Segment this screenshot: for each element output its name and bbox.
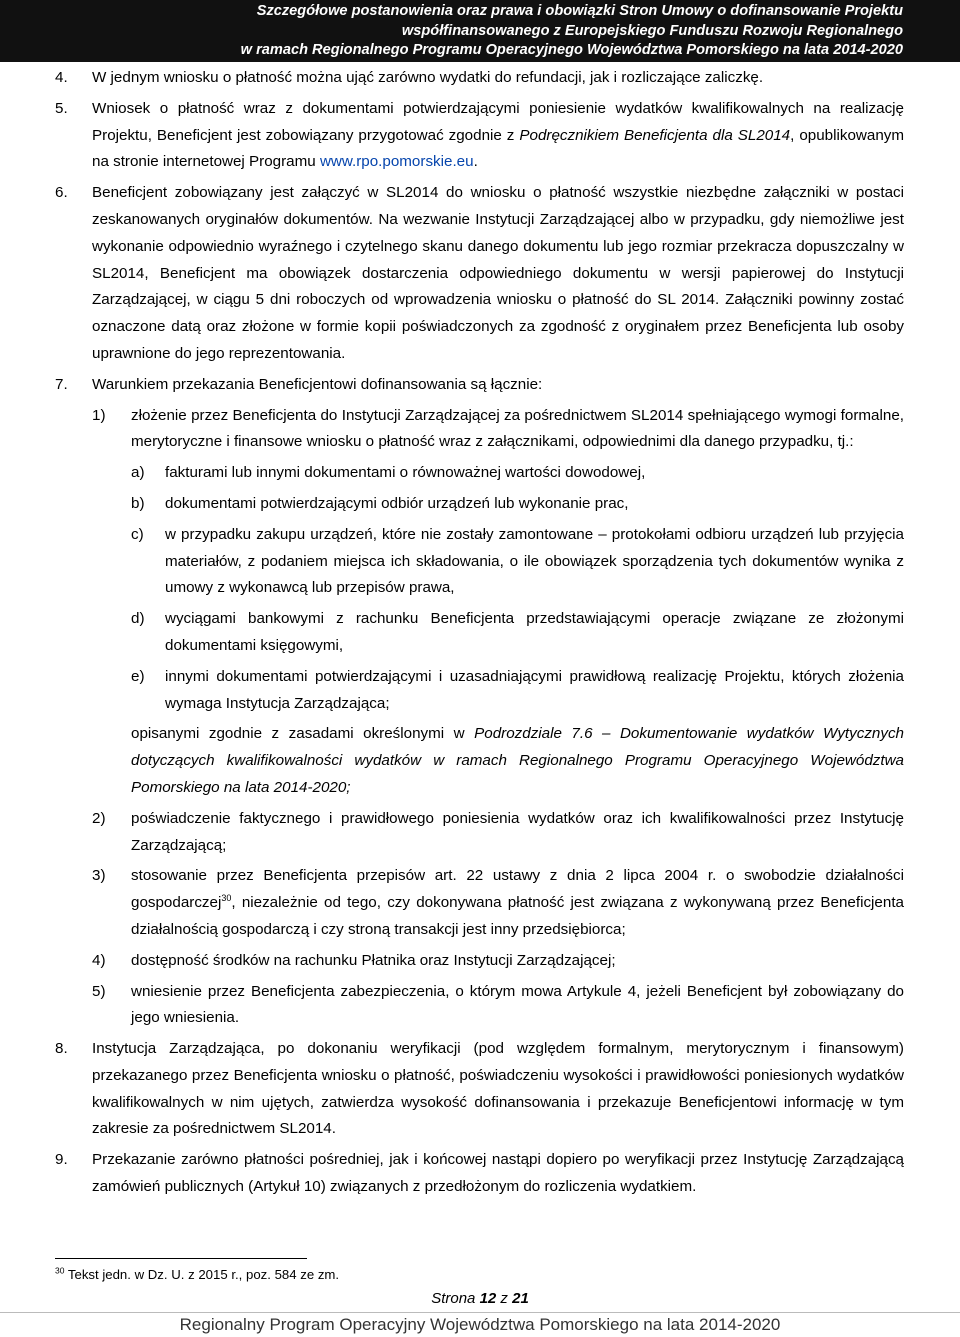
paragraph-number: 7.: [55, 375, 68, 393]
condition-1: [55, 403, 904, 457]
condition-text: dostępność środków na rachunku Płatnika oraz Instytucji Zarządzającej;: [131, 951, 616, 969]
condition-1-e: [55, 664, 904, 718]
letter-text: innymi dokumentami potwierdzającymi i uzasadniającymi prawidłową realizację Projektu, których złożenia wymaga Instytucja Zarządzająca;: [165, 667, 904, 712]
letter-marker: c): [131, 525, 144, 543]
letter-text: fakturami lub innymi dokumentami o równoważnej wartości dowodowej,: [165, 464, 646, 482]
document-body: [55, 65, 904, 1205]
condition-text-cont: , niezależnie od tego, czy dokonywana płatność jest związana z wykonywaną przez Beneficjenta działalnością gospodarczą i czy stroną transakcji jest inny przedsiębiorca;: [131, 894, 904, 938]
letter-text: w przypadku zakupu urządzeń, które nie zostały zamontowane – protokołami odbioru urządzeń lub przyjęcia materiałów, z podaniem miejsca ich składowania, o ile obowiązek sporządzenia tych dokumentów wynika z umowy z wykonawcą lub przepisów prawa,: [165, 525, 904, 597]
footnote: [55, 1266, 339, 1284]
footnote-number: 30: [55, 1265, 65, 1276]
paragraph-5: [55, 96, 904, 176]
paragraph-text: Przekazanie zarówno płatności pośredniej, jak i końcowej nastąpi dopiero po weryfikacji przez Instytucję Zarządzającą zamówień publicznych (Artykuł 10) związanych z przedłożonym do rozliczenia wydatkiem.: [92, 1151, 904, 1196]
condition-1-b: [55, 491, 904, 518]
condition-5: [55, 979, 904, 1033]
condition-number: 3): [92, 867, 106, 885]
paragraph-9: [55, 1147, 904, 1201]
footnote-text: Tekst jedn. w Dz. U. z 2015 r., poz. 584 ze zm.: [64, 1267, 340, 1282]
paragraph-text-end: .: [473, 153, 478, 171]
paragraph-number: 4.: [55, 69, 68, 86]
page-current: 12: [479, 1290, 497, 1307]
handbook-title: Podręcznikiem Beneficjenta dla SL2014: [519, 126, 791, 144]
paragraph-number: 8.: [55, 1040, 68, 1058]
condition-text: stosowanie przez Beneficjenta przepisów art. 22 ustawy z dnia 2 lipca 2004 r. o swobodzie działalności gospodarczej: [131, 867, 904, 912]
letter-marker: e): [131, 667, 145, 685]
condition-4: [55, 948, 904, 975]
page-label: Strona: [431, 1290, 480, 1307]
program-website-link[interactable]: www.rpo.pomorskie.eu: [319, 153, 474, 171]
letter-marker: b): [131, 494, 145, 512]
page-total: 21: [512, 1290, 529, 1307]
paragraph-text: Beneficjent zobowiązany jest załączyć w SL2014 do wniosku o płatność wszystkie niezbędne załączniki w postaci zeskanowanych oryginałów dokumentów. Na wezwanie Instytucji Zarządzającej albo w przypadku, gdy niemożliwe jest wykonanie odpowiednio wyraźnego i czytelnego skanu danego dokumentu lub jego rozmiar przekracza dopuszczalny w SL2014, Beneficjent ma obowiązek dostarczenia odpowiedniego dokumentu w wersji papierowej do Instytucji Zarządzającej, w ciągu 5 dni roboczych od wprowadzenia wniosku o płatność do SL 2014. Załączniki powinny zostać oznaczone datą oraz złożone w formie kopii poświadczonych za zgodność z oryginałem przez Beneficjenta lub osoby uprawnione do jego reprezentowania.: [92, 184, 904, 362]
paragraph-text: Warunkiem przekazania Beneficjentowi dofinansowania są łącznie:: [92, 375, 543, 393]
letter-marker: a): [131, 464, 145, 482]
page-number: [0, 1290, 960, 1307]
letter-text: wyciągami bankowymi z rachunku Beneficjenta przedstawiającymi operacje związane ze złożonymi dokumentami księgowymi,: [165, 610, 904, 654]
paragraph-number: 5.: [55, 99, 68, 117]
condition-number: 4): [92, 951, 106, 969]
condition-number: 2): [92, 809, 106, 827]
condition-2: [55, 806, 904, 860]
condition-number: 1): [92, 406, 106, 424]
letter-marker: d): [131, 610, 145, 628]
guidelines-reference: Podrozdziale 7.6 – Dokumentowanie wydatków Wytycznych dotyczących kwalifikowalności wydatków w ramach Regionalnego Programu Operacyjnego Województwa Pomorskiego na lata 2014-2020;: [131, 725, 904, 796]
header-line-2: współfinansowanego z Europejskiego Funduszu Rozwoju Regionalnego: [401, 22, 903, 39]
paragraph-4: [55, 65, 904, 92]
page-sep: z: [496, 1290, 513, 1307]
condition-1-a: [55, 460, 904, 487]
header-line-1: Szczegółowe postanowienia oraz prawa i obowiązki Stron Umowy o dofinansowanie Projektu: [256, 3, 903, 19]
document-header: [0, 0, 960, 62]
condition-text: poświadczenie faktycznego i prawidłowego poniesienia wydatków oraz ich kwalifikowalności przez Instytucję Zarządzającą;: [131, 809, 904, 854]
condition-text: złożenie przez Beneficjenta do Instytucji Zarządzającej za pośrednictwem SL2014 spełniającego wymogi formalne, merytoryczne i finansowe wniosku o płatność wraz z załącznikami, odpowiednimi dla danego przypadku, tj.:: [131, 406, 904, 451]
paragraph-8: [55, 1036, 904, 1143]
paragraph-number: 6.: [55, 184, 68, 202]
condition-1-d: [55, 606, 904, 660]
paragraph-text: Instytucja Zarządzająca, po dokonaniu weryfikacji (pod względem formalnym, merytorycznym i finansowym) przekazanego przez Beneficjenta wniosku o płatność, poświadczeniu wysokości i prawidłowości poniesionych wydatków kwalifikowalnych w nim ujętych, zatwierdza wysokość dofinansowania i przekazuje Beneficjentowi informację w tym zakresie za pośrednictwem SL2014.: [92, 1040, 904, 1138]
header-line-3: w ramach Regionalnego Programu Operacyjnego Województwa Pomorskiego na lata 2014-2020: [240, 42, 903, 58]
footnote-separator: [55, 1258, 307, 1259]
letter-text: dokumentami potwierdzającymi odbiór urządzeń lub wykonanie prac,: [165, 494, 629, 512]
paragraph-number: 9.: [55, 1151, 68, 1169]
paragraph-6: [55, 180, 904, 368]
continuation-text: opisanymi zgodnie z zasadami określonymi w: [131, 725, 475, 743]
condition-text: wniesienie przez Beneficjenta zabezpieczenia, o którym mowa Artykule 4, jeżeli Beneficjent był zobowiązany do jego wniesienia.: [131, 982, 904, 1027]
condition-1-continuation: [55, 721, 904, 801]
footnote-ref[interactable]: 30: [221, 893, 232, 904]
paragraph-text: Wniosek o płatność wraz z dokumentami potwierdzającymi poniesienie wydatków kwalifikowalnych na realizację Projektu, Beneficjent jest zobowiązany przygotować zgodnie z: [92, 99, 904, 144]
document-footer: Regionalny Program Operacyjny Województwa Pomorskiego na lata 2014-2020: [0, 1312, 960, 1335]
condition-1-c: [55, 522, 904, 602]
condition-number: 5): [92, 982, 106, 1000]
paragraph-7: [55, 372, 904, 399]
paragraph-text: W jednym wniosku o płatność można ująć zarówno wydatki do refundacji, jak i rozliczające zaliczkę.: [92, 69, 764, 86]
condition-3: [55, 863, 904, 943]
paragraph-text-cont: , opublikowanym na stronie internetowej Programu: [92, 126, 905, 171]
